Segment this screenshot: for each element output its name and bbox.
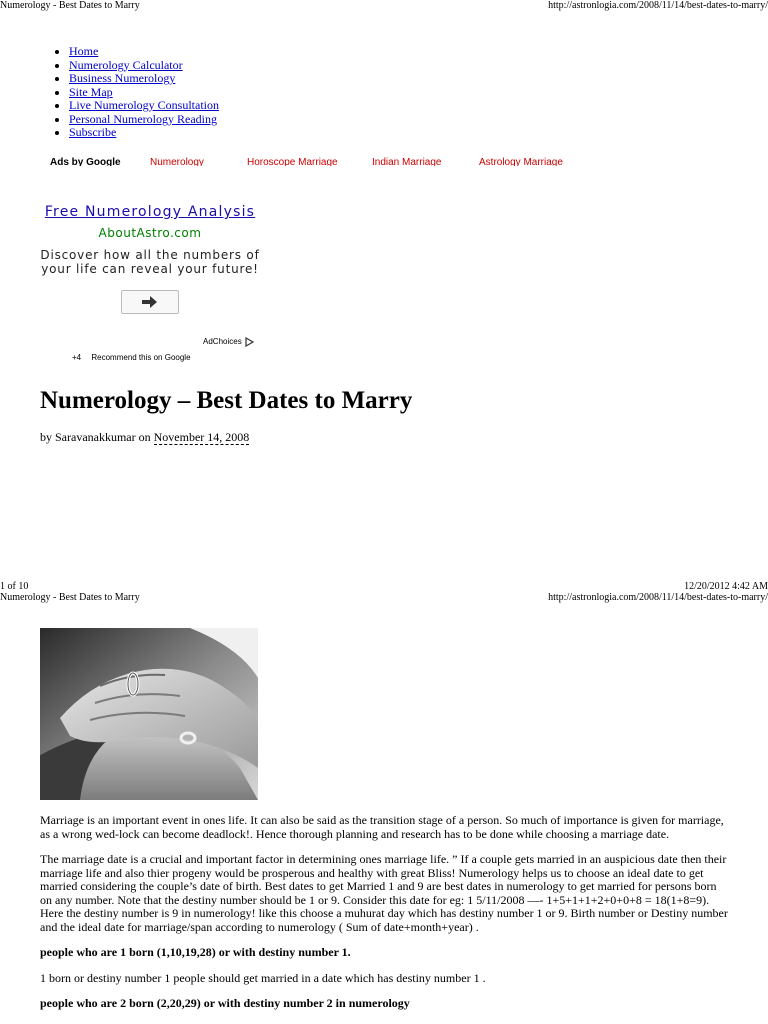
nav-item-home [69,45,219,59]
nav-link-subscribe[interactable]: Subscribe [69,125,117,139]
nav-link-numerology-calculator[interactable]: Numerology Calculator [69,57,183,72]
arrow-right-icon [142,296,158,308]
article-content [40,814,728,1023]
page-number: 1 of 10 [0,581,29,592]
article-title: Numerology – Best Dates to Marry [40,387,413,414]
google-plus-recommend[interactable] [72,353,191,362]
ad-go-button[interactable] [121,290,179,314]
ad-unit [40,200,260,314]
paragraph-1-born: 1 born or destiny number 1 people should get married in a date which has destiny number 1 . [40,970,486,985]
page-header-url: http://astronlogia.com/2008/11/14/best-dates-to-marry/ [548,0,768,11]
article-byline [40,430,249,445]
ads-bar-link-horoscope-marriage[interactable]: Horoscope Marriage [247,157,338,166]
nav-link-home[interactable]: Home [69,44,99,58]
nav-item-personal-reading [69,113,219,127]
nav-item-live-consultation [69,99,219,113]
nav-item-business-numerology [69,72,219,86]
page2-header-title: Numerology - Best Dates to Marry [0,592,140,603]
print-timestamp: 12/20/2012 4:42 AM [684,581,768,592]
nav-item-subscribe [69,126,219,140]
section-heading-1-born: people who are 1 born (1,10,19,28) or with destiny number 1. [40,945,351,959]
page-header-title: Numerology - Best Dates to Marry [0,0,140,11]
ad-display-url[interactable]: AboutAstro.com [98,226,202,240]
ads-bar-link-astrology-marriage[interactable]: Astrology Marriage [479,157,563,166]
ad-description: Discover how all the numbers of your life can reveal your future! [40,248,260,276]
ads-bar-label: Ads by Google [50,157,121,166]
plus-one-count: +4 [72,353,82,362]
page2-header-url: http://astronlogia.com/2008/11/14/best-dates-to-marry/ [548,592,768,603]
nav-link-site-map[interactable]: Site Map [69,84,113,99]
paragraph-intro: Marriage is an important event in ones life. It can also be said as the transition stage of a person. So much of importance is given for marriage, as a wrong wed-lock can become deadlock!. Hence thorough planning and research has to be done while choosing a marriage date. [40,813,724,841]
nav-link-business-numerology[interactable]: Business Numerology [69,71,176,85]
byline-author: by Saravanakkumar on [40,430,151,444]
nav-item-numerology-calculator [69,59,219,73]
recommend-text: Recommend this on Google [91,353,191,362]
byline-date-link[interactable]: November 14, 2008 [153,430,250,444]
ads-bar-link-indian-marriage[interactable]: Indian Marriage [372,157,442,166]
section-heading-2-born: people who are 2 born (2,20,29) or with destiny number 2 in numerology [40,996,410,1010]
adchoices-label: AdChoices [203,337,242,347]
nav-menu [53,45,219,140]
nav-link-personal-reading[interactable]: Personal Numerology Reading [69,111,217,126]
hands-with-rings-photo [40,628,258,800]
paragraph-marriage-date: The marriage date is a crucial and important factor in determining ones marriage life. ” If a couple gets married in an auspicious date then their marriage life and also thier progeny would be prosperous and healthy with great Bliss! Numerology helps us to choose an ideal date to get married considering the couple’s date of birth. Best dates to get Married 1 and 9 are best dates in numerology to get married for persons born on any number. Note that the destiny number should be 1 or 9. Consider this date for eg: 1 5/11/2008 —- 1+5+1+1+2+0+0+8 = 18(1+8=9). Here the destiny number is 9 in numerology! like this choose a muhurat day which has destiny number 1 or 9. Birth number or Destiny number and the ideal date for marriage/span according to numerology ( Sum of date+month+year) . [40,852,728,934]
nav-item-site-map [69,86,219,100]
ads-bar-link-numerology[interactable]: Numerology [150,157,204,166]
ad-title-link[interactable]: Free Numerology Analysis [44,204,256,220]
adchoices[interactable] [203,337,254,347]
adchoices-icon [245,337,254,347]
ads-bar [0,156,768,166]
nav-link-live-consultation[interactable]: Live Numerology Consultation [69,98,219,112]
